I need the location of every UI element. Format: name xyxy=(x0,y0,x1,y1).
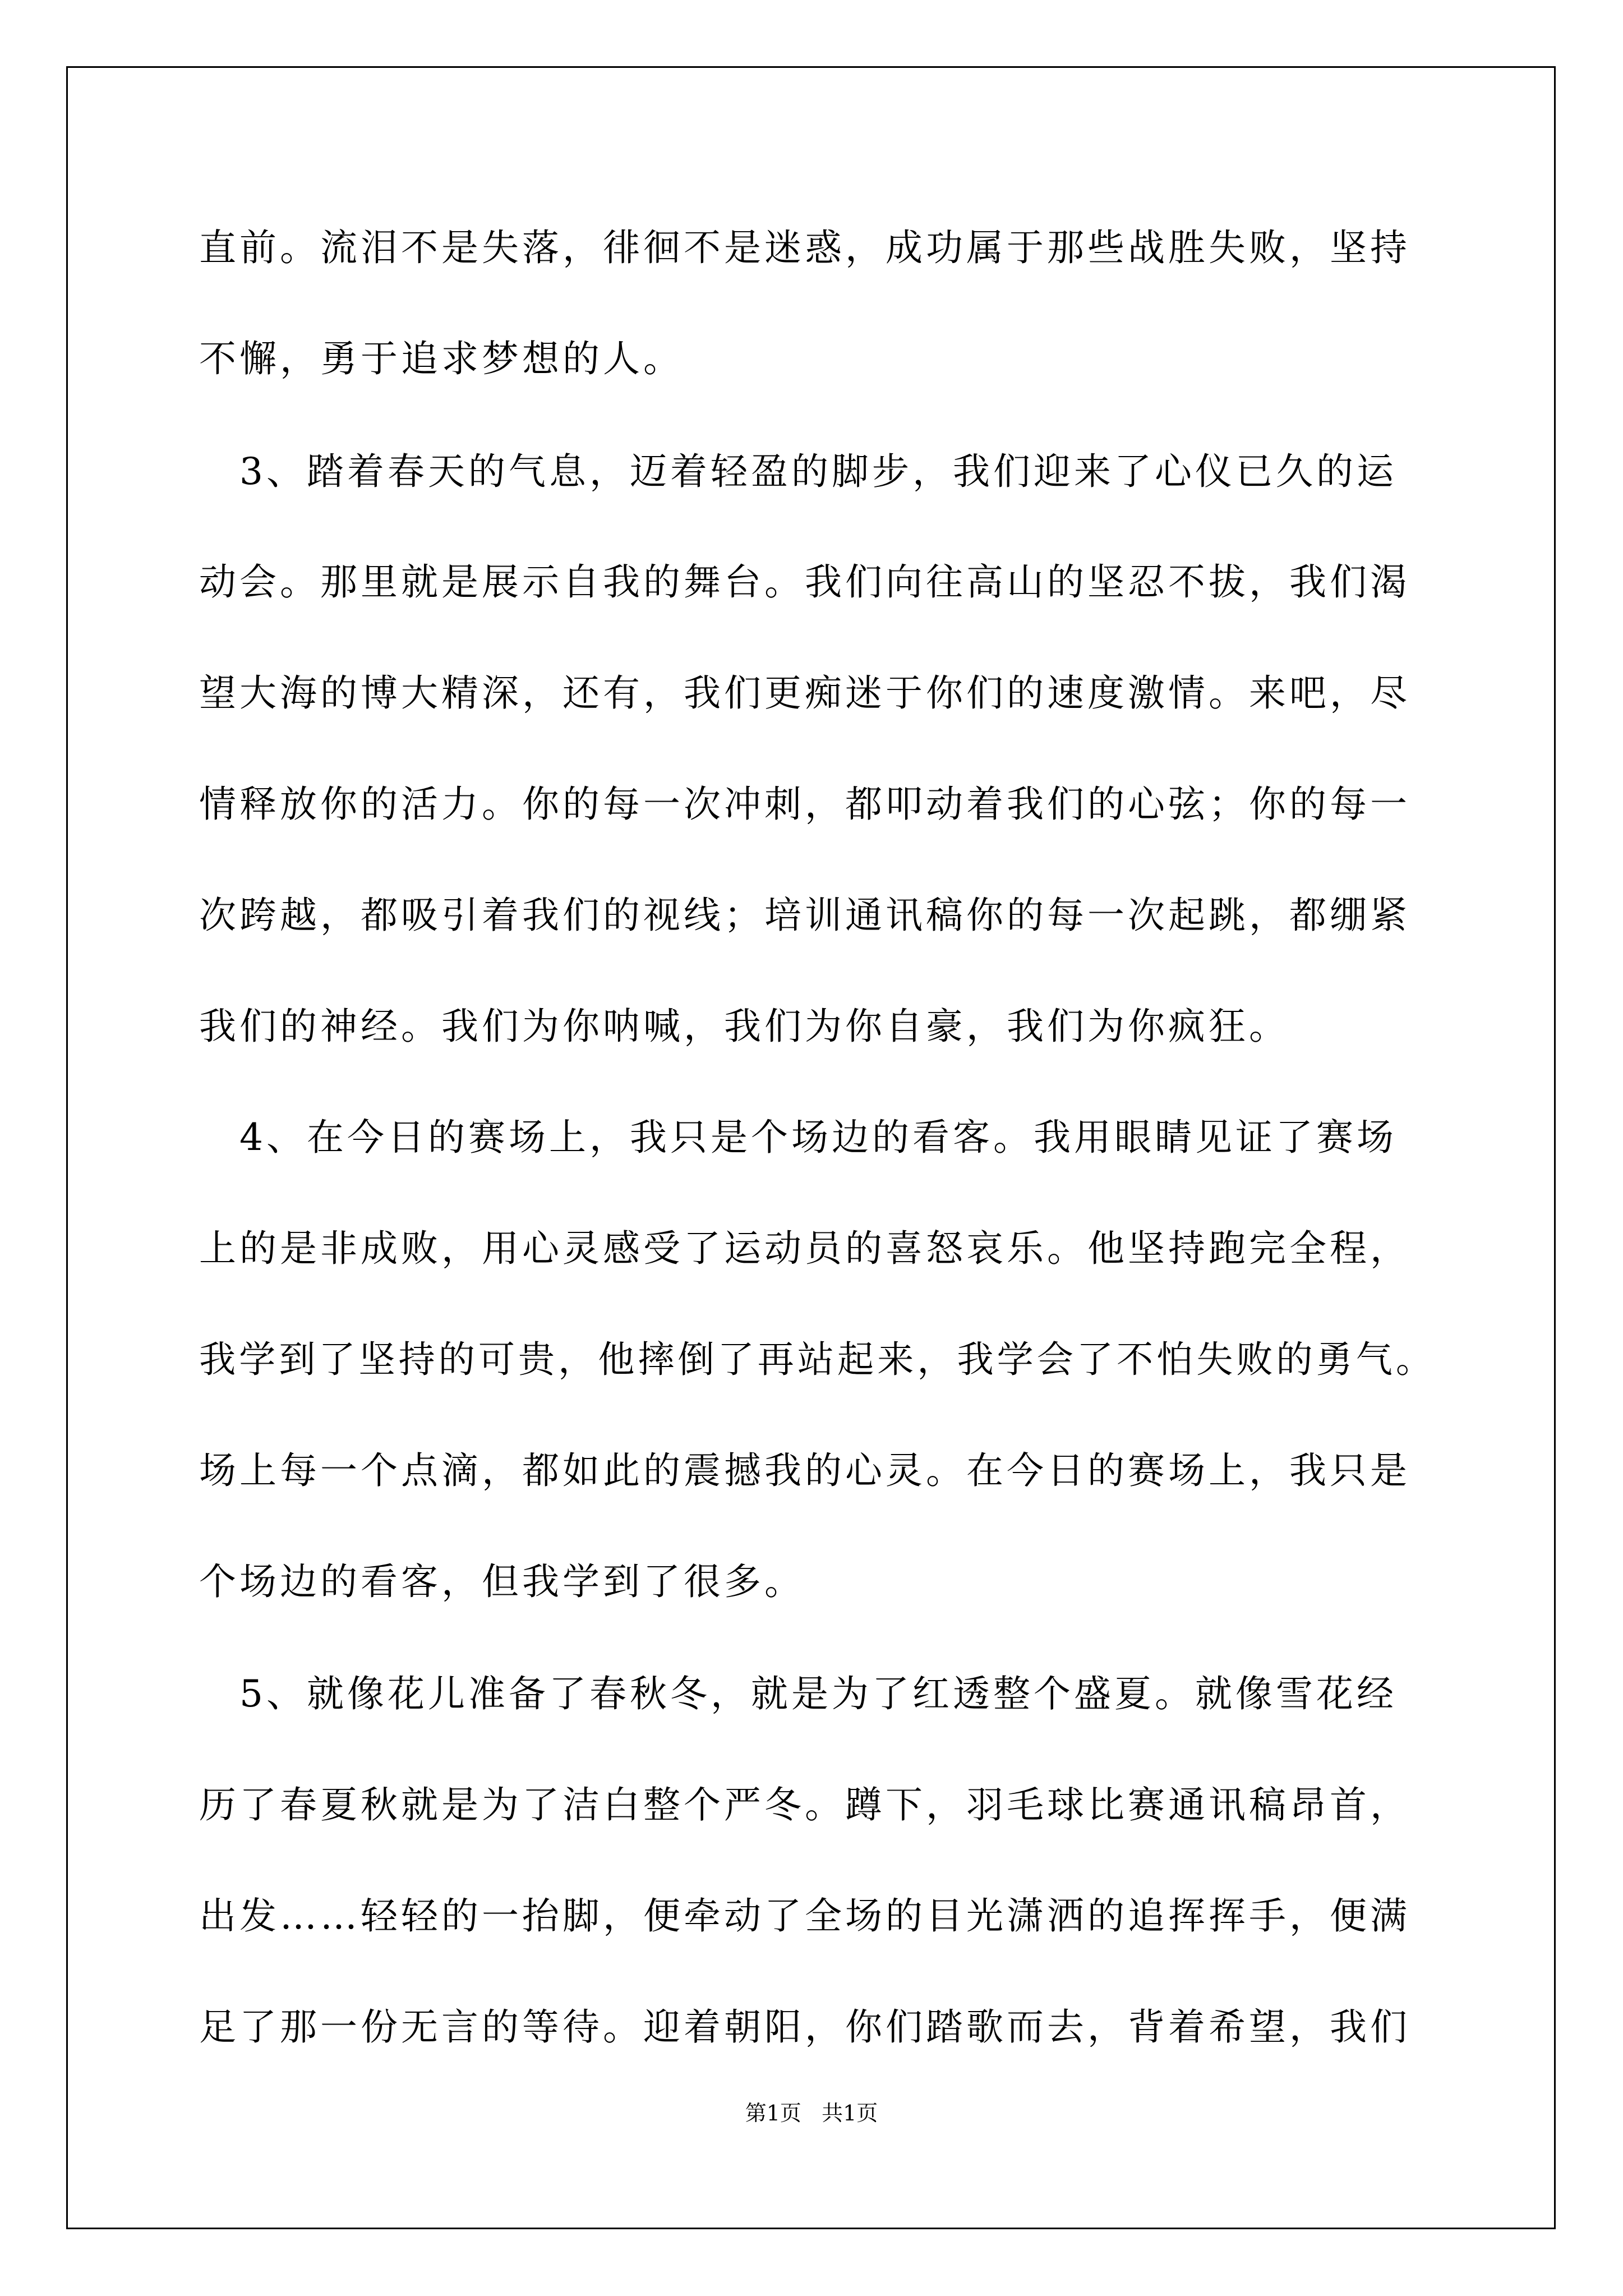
text-line: 历了春夏秋就是为了洁白整个严冬。蹲下，羽毛球比赛通讯稿昂首， xyxy=(199,1783,1410,1826)
text-line: 出发……轻轻的一抬脚，便牵动了全场的目光潇洒的追挥挥手，便满 xyxy=(199,1894,1410,1938)
text-line: 我们的神经。我们为你呐喊，我们为你自豪，我们为你疯狂。 xyxy=(199,1005,1289,1048)
text-line: 直前。流泪不是失落，徘徊不是迷惑，成功属于那些战胜失败，坚持 xyxy=(199,226,1410,269)
text-line: 5、就像花儿准备了春秋冬，就是为了红透整个盛夏。就像雪花经 xyxy=(199,1672,1397,1715)
text-line: 上的是非成败，用心灵感受了运动员的喜怒哀乐。他坚持跑完全程， xyxy=(199,1227,1410,1270)
page-number: 第1页 xyxy=(745,2101,801,2125)
text-line: 望大海的博大精深，还有，我们更痴迷于你们的速度激情。来吧，尽 xyxy=(199,671,1410,715)
text-line: 情释放你的活力。你的每一次冲刺，都叩动着我们的心弦；你的每一 xyxy=(199,783,1410,826)
text-line: 场上每一个点滴，都如此的震撼我的心灵。在今日的赛场上，我只是 xyxy=(199,1449,1410,1492)
text-line: 个场边的看客，但我学到了很多。 xyxy=(199,1560,805,1603)
text-line: 不懈，勇于追求梦想的人。 xyxy=(199,337,684,380)
text-line: 4、在今日的赛场上，我只是个场边的看客。我用眼睛见证了赛场 xyxy=(199,1116,1397,1159)
text-line: 我学到了坚持的可贵，他摔倒了再站起来，我学会了不怕失败的勇气。 xyxy=(199,1338,1436,1381)
text-line: 足了那一份无言的等待。迎着朝阳，你们踏歌而去，背着希望，我们 xyxy=(199,2005,1410,2049)
text-line: 3、踏着春天的气息，迈着轻盈的脚步，我们迎来了心仪已久的运 xyxy=(199,450,1397,493)
text-line: 次跨越，都吸引着我们的视线；培训通讯稿你的每一次起跳，都绷紧 xyxy=(199,894,1410,937)
page-total: 共1页 xyxy=(822,2101,878,2125)
text-line: 动会。那里就是展示自我的舞台。我们向往高山的坚忍不拔，我们渴 xyxy=(199,560,1410,604)
page-footer xyxy=(0,2099,1623,2127)
